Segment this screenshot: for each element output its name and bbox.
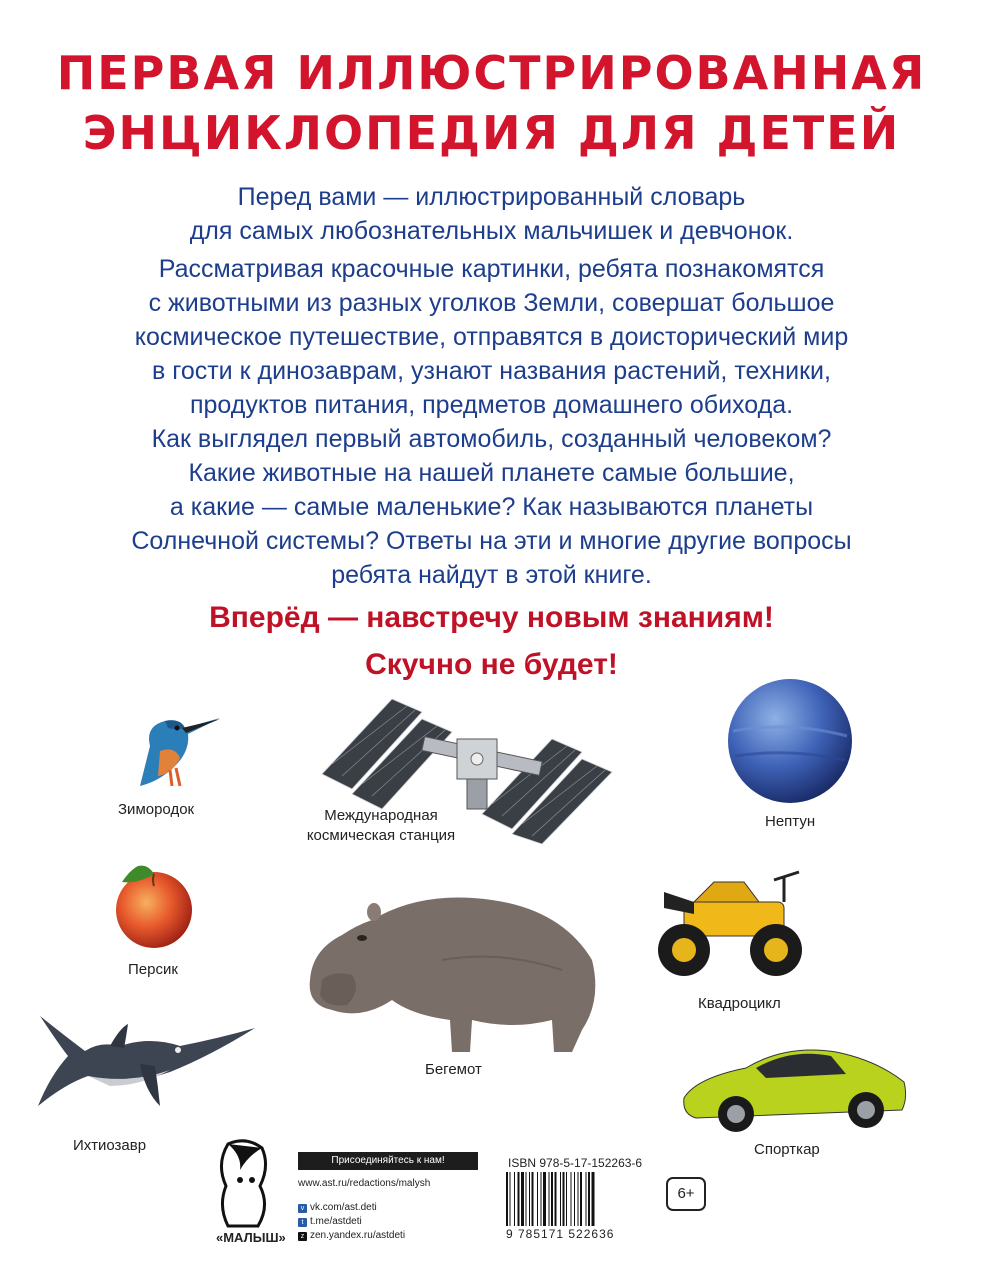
description-line: продуктов питания, предметов домашнего обихода.	[189, 391, 794, 419]
kingfisher-illustration	[120, 706, 230, 796]
barcode-bar	[566, 1172, 567, 1226]
zen-icon: z	[298, 1232, 307, 1241]
quad-bike-caption: Квадроцикл	[698, 995, 781, 1012]
intro-paragraph	[60, 180, 923, 248]
publisher-name: «МАЛЫШ»	[216, 1230, 286, 1245]
website-link[interactable]: www.ast.ru/redactions/malysh	[298, 1178, 431, 1189]
ichthyosaur-illustration	[30, 1006, 260, 1118]
description-line: Солнечной системы? Ответы на эти и многие другие вопросы	[131, 527, 852, 555]
social-link-vk[interactable]	[298, 1202, 377, 1213]
barcode-bar	[588, 1172, 590, 1226]
barcode-bar	[526, 1172, 527, 1226]
social-link-label: zen.yandex.ru/astdeti	[310, 1230, 406, 1241]
slogan-line2: Скучно не будет!	[365, 648, 618, 681]
barcode-bar	[555, 1172, 557, 1226]
barcode-bar	[521, 1172, 524, 1226]
intro-line: для самых любознательных мальчишек и девчонок.	[189, 217, 794, 245]
description-line: в гости к динозаврам, узнают названия растений, техники,	[152, 357, 831, 385]
telegram-icon: t	[298, 1218, 307, 1227]
description-line: Как выглядел первый автомобиль, созданный человеком?	[151, 425, 832, 453]
barcode-bar	[578, 1172, 579, 1226]
barcode-bar	[592, 1172, 595, 1226]
barcode-bar	[574, 1172, 575, 1226]
neptune-caption: Нептун	[765, 813, 816, 830]
barcode-bar	[580, 1172, 582, 1226]
join-us-banner: Присоединяйтесь к нам!	[298, 1152, 478, 1170]
barcode-bar	[532, 1172, 534, 1226]
barcode-bar	[560, 1172, 561, 1226]
description-line: Рассматривая красочные картинки, ребята познакомятся	[158, 255, 825, 283]
barcode-bar	[529, 1172, 530, 1226]
hippo-illustration	[302, 880, 612, 1060]
description-line: космическое путешествие, отправятся в доисторический мир	[134, 323, 849, 351]
description-line: с животными из разных уголков Земли, совершат большое	[148, 289, 835, 317]
social-link-telegram[interactable]	[298, 1216, 362, 1227]
hippo-caption: Бегемот	[425, 1061, 482, 1078]
barcode-bar	[506, 1172, 508, 1226]
isbn-text: ISBN 978-5-17-152263-6	[508, 1156, 643, 1170]
description-line: Какие животные на нашей планете самые большие,	[188, 459, 795, 487]
description-paragraph	[60, 252, 923, 592]
sportscar-caption: Спорткар	[754, 1141, 820, 1158]
barcode-bar	[514, 1172, 515, 1226]
book-title-line1: ПЕРВАЯ ИЛЛЮСТРИРОВАННАЯ	[56, 46, 927, 100]
peach-illustration	[108, 856, 200, 950]
barcode-bar	[543, 1172, 546, 1226]
barcode-bar	[586, 1172, 587, 1226]
social-link-zen[interactable]	[298, 1230, 405, 1241]
space-station-caption-line2: космическая станция	[306, 827, 456, 844]
barcode-bar	[551, 1172, 553, 1226]
quad-bike-illustration	[654, 862, 810, 984]
barcode-bar	[549, 1172, 550, 1226]
barcode-bar	[518, 1172, 520, 1226]
slogan-line1: Вперёд — навстречу новым знаниям!	[209, 601, 774, 634]
peach-caption: Персик	[128, 961, 178, 978]
book-title-line2: ЭНЦИКЛОПЕДИЯ ДЛЯ ДЕТЕЙ	[82, 106, 901, 160]
description-line: а какие — самые маленькие? Как называются планеты	[169, 493, 814, 521]
social-link-label: t.me/astdeti	[310, 1216, 362, 1227]
vk-icon: v	[298, 1204, 307, 1213]
ichthyosaur-caption: Ихтиозавр	[73, 1137, 147, 1154]
barcode	[504, 1172, 654, 1228]
description-line: ребята найдут в этой книге.	[331, 561, 652, 589]
barcode-digits: 9 785171 522636	[506, 1227, 615, 1241]
intro-line: Перед вами — иллюстрированный словарь	[237, 183, 746, 211]
barcode-bar	[571, 1172, 572, 1226]
social-link-label: vk.com/ast.deti	[310, 1202, 377, 1213]
barcode-bar	[541, 1172, 542, 1226]
space-station-caption	[296, 806, 466, 846]
barcode-bar	[510, 1172, 511, 1226]
kingfisher-caption: Зимородок	[118, 801, 195, 818]
age-rating-badge: 6+	[666, 1177, 706, 1211]
sportscar-illustration	[676, 1038, 912, 1138]
barcode-bar	[563, 1172, 565, 1226]
neptune-illustration	[725, 676, 855, 806]
barcode-bar	[537, 1172, 538, 1226]
space-station-caption-line1: Международная	[324, 807, 438, 824]
